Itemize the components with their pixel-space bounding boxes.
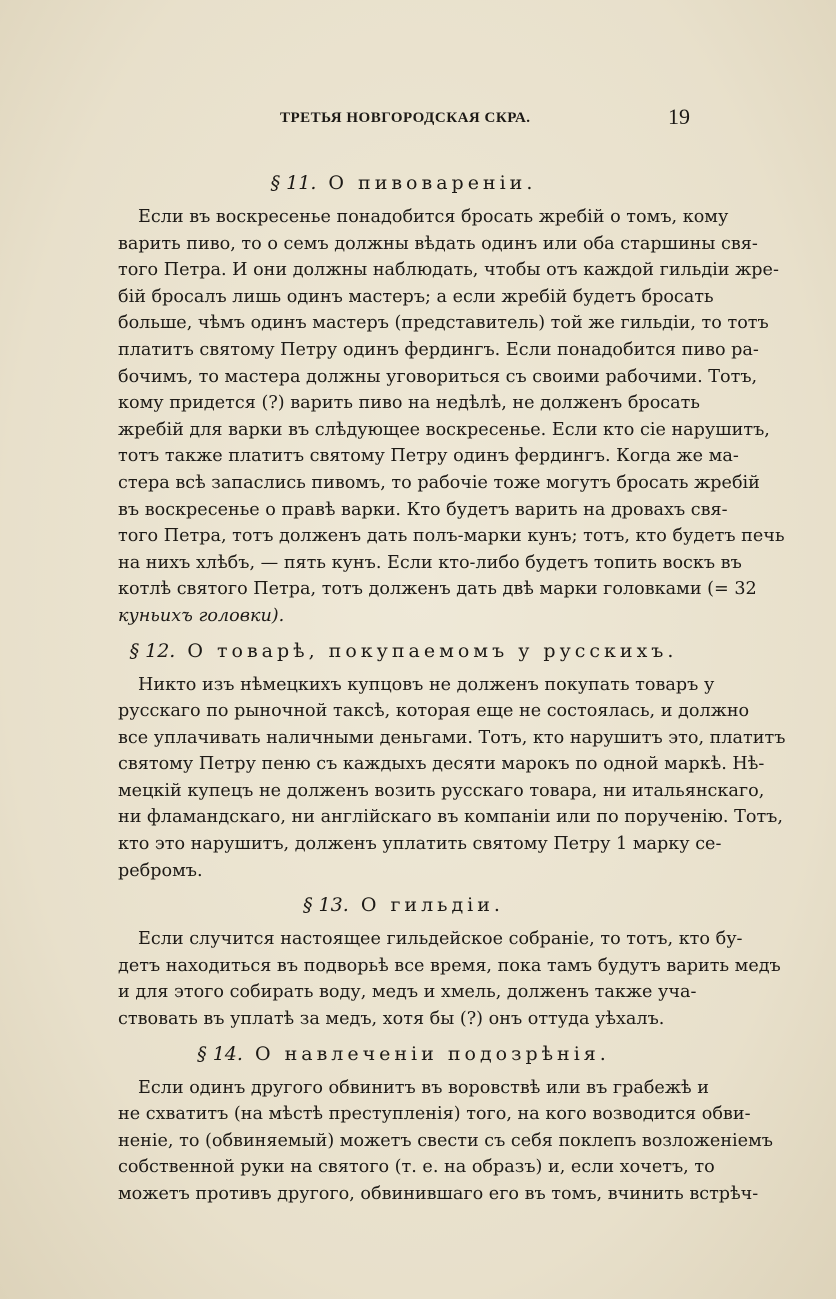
text-line: не схватитъ (на мѣстѣ преступленія) того, на кого возводится обви- bbox=[118, 1104, 751, 1125]
text-line: того Петра. И они должны наблюдать, чтобы отъ каждой гильдіи жре- bbox=[118, 260, 779, 281]
text-line: кто это нарушитъ, долженъ уплатить святому Петру 1 марку се- bbox=[118, 834, 722, 855]
text-line: тотъ также платитъ святому Петру одинъ фердингъ. Когда же ма- bbox=[118, 446, 739, 467]
section-heading bbox=[118, 636, 689, 666]
text-line: варить пиво, то о семъ должны вѣдать одинъ или оба старшины свя- bbox=[118, 233, 758, 254]
text-line: собственной руки на святого (т. е. на образъ) и, если хочетъ, то bbox=[118, 1157, 715, 1178]
text-line: ни фламандскаго, ни англійскаго въ компаніи или по порученію. Тотъ, bbox=[118, 807, 783, 828]
section-title: О товарѣ, покупаемомъ у русскихъ. bbox=[187, 639, 678, 662]
section-number: § 14. bbox=[197, 1042, 243, 1065]
text-line: въ воскресенье о правѣ варки. Кто будетъ варить на дровахъ свя- bbox=[118, 499, 728, 520]
section-paragraph bbox=[118, 926, 781, 1032]
running-title: ТРЕТЬЯ НОВГОРОДСКАЯ СКРА. bbox=[280, 110, 531, 126]
section-title: О навлеченіи подозрѣнія. bbox=[254, 1042, 610, 1065]
text-line: на нихъ хлѣбъ, — пять кунъ. Если кто-либо будетъ топить воскъ въ bbox=[118, 552, 742, 573]
section-heading bbox=[118, 168, 689, 198]
text-line: Если въ воскресенье понадобится бросать жребій о томъ, кому bbox=[138, 207, 729, 227]
text-line: жребій для варки въ слѣдующее воскресенье. Если кто сіе нарушитъ, bbox=[118, 419, 770, 440]
text-line: больше, чѣмъ одинъ мастеръ (представитель) той же гильдіи, то тотъ bbox=[118, 313, 769, 334]
section-number: § 11. bbox=[270, 172, 317, 194]
section-paragraph bbox=[118, 672, 786, 885]
text-line: и для этого собирать воду, медъ и хмель, долженъ также уча- bbox=[118, 982, 697, 1003]
text-line: ребромъ. bbox=[118, 860, 203, 881]
text-line: детъ находиться въ подворьѣ все время, пока тамъ будутъ варить медъ bbox=[118, 955, 781, 976]
text-line: Если одинъ другого обвинитъ въ воровствѣ или въ грабежѣ и bbox=[138, 1077, 709, 1098]
text-line: все уплачивать наличными деньгами. Тотъ, кто нарушитъ это, платитъ bbox=[118, 727, 786, 748]
text-line: можетъ противъ другого, обвинившаго его въ томъ, вчинить встрѣч- bbox=[118, 1184, 759, 1204]
page-number: 19 bbox=[668, 104, 690, 129]
text-line: святому Петру пеню съ каждыхъ десяти марокъ по одной маркѣ. Нѣ- bbox=[118, 754, 765, 775]
text-line: стера всѣ запаслись пивомъ, то рабочіе тоже могутъ бросать жребій bbox=[118, 472, 760, 493]
text-line: русскаго по рыночной таксѣ, которая еще не состоялась, и должно bbox=[118, 701, 750, 722]
text-line: мецкій купецъ не долженъ возить русскаго товара, ни итальянскаго, bbox=[118, 780, 765, 801]
text-line: бочимъ, то мастера должны уговориться съ своими рабочими. Тотъ, bbox=[118, 366, 758, 387]
text-line: неніе, то (обвиняемый) можетъ свести съ себя поклепъ возложеніемъ bbox=[118, 1130, 773, 1151]
text-line: ствовать въ уплатѣ за медъ, хотя бы (?) онъ оттуда уѣхалъ. bbox=[118, 1009, 665, 1030]
section-paragraph bbox=[118, 1075, 773, 1208]
running-head bbox=[118, 104, 690, 134]
text-line: Если случится настоящее гильдейское собраніе, то тотъ, кто бу- bbox=[138, 929, 743, 950]
text-line: платитъ святому Петру одинъ фердингъ. Если понадобится пиво ра- bbox=[118, 339, 759, 360]
text-line: куньихъ головки). bbox=[118, 605, 285, 626]
section-heading bbox=[118, 890, 689, 920]
text-line: бій бросалъ лишь одинъ мастеръ; а если жребій будетъ бросать bbox=[118, 286, 714, 307]
section-title: О пивовареніи. bbox=[328, 172, 537, 194]
text-line: кому придется (?) варить пиво на недѣлѣ, не долженъ бросать bbox=[118, 393, 700, 414]
section-paragraph bbox=[118, 204, 785, 630]
section-title: О гильдіи. bbox=[360, 894, 504, 917]
text-line: Никто изъ нѣмецкихъ купцовъ не долженъ покупать товаръ у bbox=[138, 674, 715, 695]
text-line: того Петра, тотъ долженъ дать полъ-марки кунъ; тотъ, кто будетъ печь bbox=[118, 526, 785, 547]
text-body bbox=[118, 168, 786, 1208]
section-number: § 13. bbox=[303, 894, 349, 917]
section-number: § 12. bbox=[129, 639, 176, 662]
text-line: котлѣ святого Петра, тотъ долженъ дать двѣ марки головками (= 32 bbox=[118, 579, 757, 600]
section-heading bbox=[118, 1039, 689, 1069]
